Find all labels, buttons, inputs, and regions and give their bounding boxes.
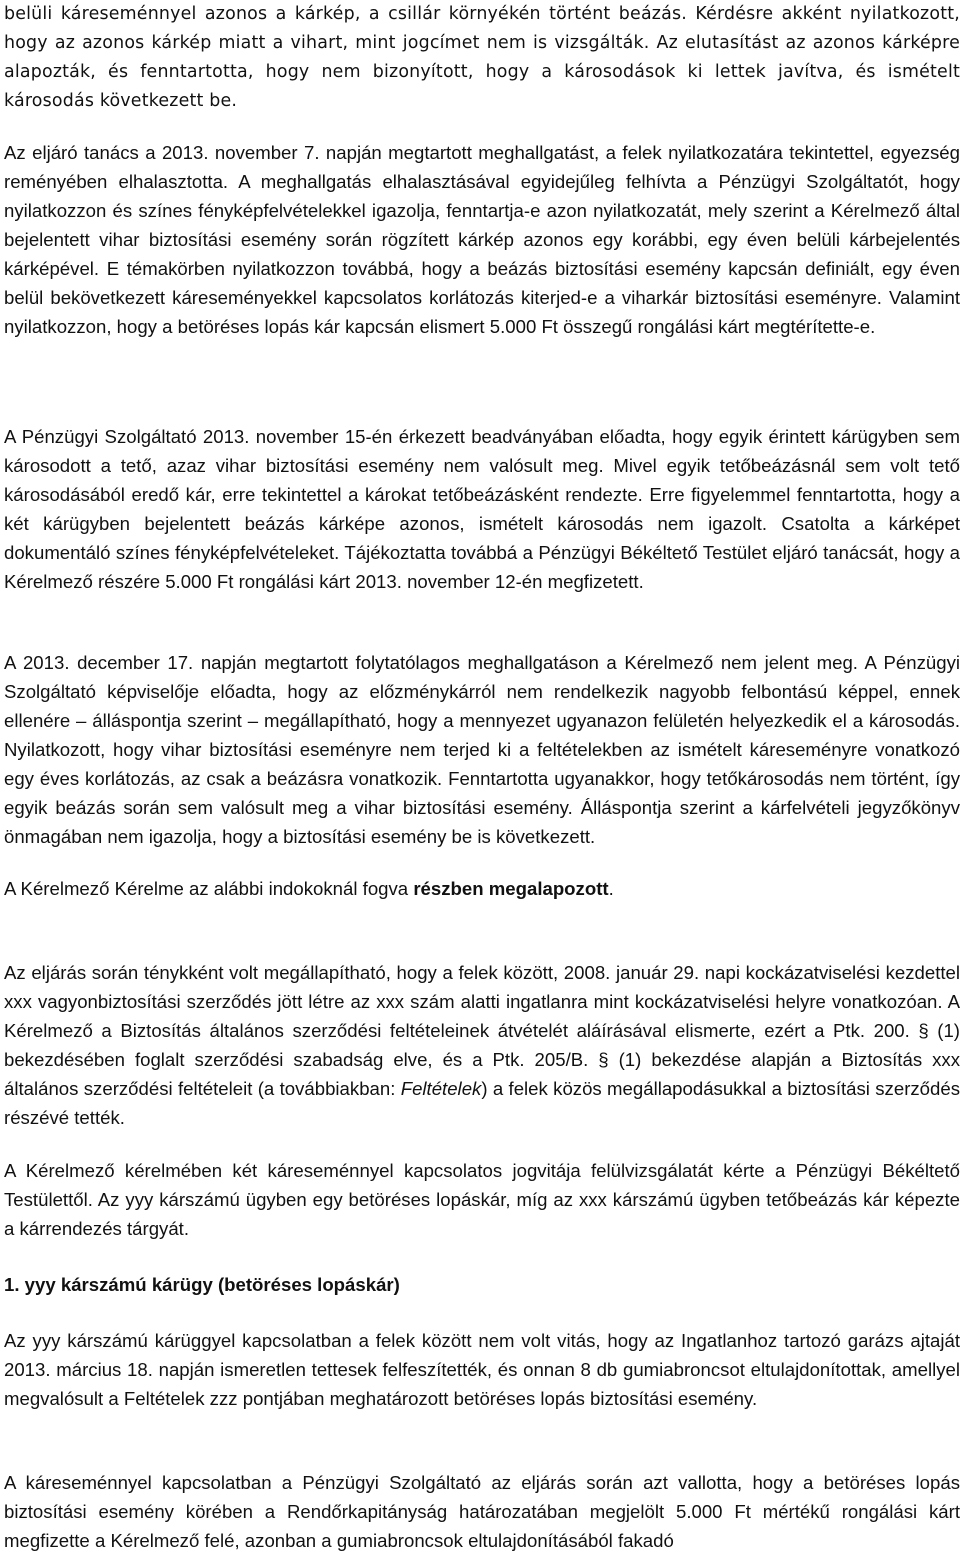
paragraph-claims-overview: A Kérelmező kérelmében két káreseménnyel kapcsolatos jogvitája felülvizsgálatát kérte a Pénzügyi Békéltető Testülettől. Az yyy kárszámú ügyben egy betöréses lopáskár, míg az xxx kárszámú ügyben tetőbeázás kár képezte a kárrendezés tárgyát. xyxy=(4,1160,960,1239)
paragraph-theft-payment: A káreseménnyel kapcsolatban a Pénzügyi Szolgáltató az eljárás során azt vallotta, hogy a betöréses lopás biztosítási esemény körében a Rendőrkapitányság határozatában megjelölt 5.000 Ft mértékű rongálási kárt megfizette a Kérelmező felé, azonban a gumiabroncsok eltulajdonításából fakadó xyxy=(4,1472,960,1551)
paragraph-intro: belüli káreseménnyel azonos a kárkép, a csillár környékén történt beázás. Kérdésre akként nyilatkozott, hogy az azonos kárkép miatt a vihart, mint jogcímet nem is vizsgálták. Az elutasítást az azonos kárképre alapozták, és fenntartotta, hogy nem bizonyított, hogy a károsodások ki lettek javítva, és ismételt károsodás következett be. xyxy=(4,4,960,111)
paragraph-conclusion-text: A Kérelmező Kérelme az alábbi indokoknál fogva xyxy=(4,878,414,899)
paragraph-conclusion xyxy=(4,874,960,903)
paragraph-hearing-postponed-part2: A meghallgatás elhalasztásával egyidejűleg felhívta a Pénzügyi Szolgáltatót, hogy nyilatkozzon és színes fényképfelvételekkel igazolja, fenntartja-e azon nyilatkozatát, mely szerint a Kérelmező által bejelentett vihar biztosítási esemény során rögzített kárkép azonos egy korábbi, egy éven belüli kárbejelentés kárképével. E témakörben nyilatkozzon továbbá, hogy a beázás biztosítási esemény kapcsán definiált, egy éven belül bekövetkezett káreseményekkel kapcsolatos korlátozás kiterjed-e a viharkár biztosítási eseményre. Valamint nyilatkozzon, hogy a betöréses lopás kár kapcsán elismert 5.000 Ft összegű rongálási kárt megtérítette-e. xyxy=(4,171,960,337)
paragraph-conclusion-end: . xyxy=(608,878,614,899)
paragraph-contract-facts xyxy=(4,958,960,1132)
paragraph-contract-facts-end: ) a felek közös megállapodásukkal a biztosítási szerződés részévé tették. xyxy=(4,1078,960,1128)
paragraph-contract-facts-italic: Feltételek xyxy=(400,1078,482,1099)
paragraph-conclusion-bold: részben megalapozott xyxy=(413,878,609,899)
section-heading-1: 1. yyy kárszámú kárügy (betöréses lopáskár) xyxy=(4,1274,400,1295)
paragraph-hearing-postponed-part1: Az eljáró tanács a 2013. november 7. napján megtartott meghallgatást, a felek nyilatkozatára tekintettel, egyezség reményében elhalasztotta. xyxy=(4,142,960,192)
paragraph-continued-hearing: A 2013. december 17. napján megtartott folytatólagos meghallgatáson a Kérelmező nem jelent meg. A Pénzügyi Szolgáltató képviselője előadta, hogy az előzménykárról nem rendelkezik nagyobb felbontású képpel, ennek ellenére – álláspontja szerint – megállapítható, hogy a mennyezet ugyanazon felületén helyezkedik el a károsodás. Nyilatkozott, hogy vihar biztosítási eseményre nem terjed ki a feltételekben az ismételt káreseményre vonatkozó egy éves korlátozás, az csak a beázásra vonatkozik. Fenntartotta ugyanakkor, hogy tetőkárosodás nem történt, így egyik beázás során sem valósult meg a vihar biztosítási esemény. Álláspontja szerint a kárfelvételi jegyzőkönyv önmagában nem igazolja, hogy a biztosítási esemény be is következett. xyxy=(4,652,960,847)
paragraph-contract-facts-text: Az eljárás során ténykként volt megállapítható, hogy a felek között, 2008. január 29. napi kockázatviselési kezdettel xxx vagyonbiztosítási szerződés jött létre az xxx szám alatti ingatlanra mint kockázatviselési helyre vonatkozóan. A Kérelmező a Biztosítás általános szerződési feltételeinek átvételét aláírásával elismerte, ezért a Ptk. 200. § (1) bekezdésében foglalt szerződési szabadság elve, és a Ptk. 205/B. § (1) bekezdése alapján a Biztosítás xxx általános szerződési feltételeit (a továbbiakban: xyxy=(4,962,960,1099)
paragraph-insurer-submission: A Pénzügyi Szolgáltató 2013. november 15-én érkezett beadványában előadta, hogy egyik érintett kárügyben sem károsodott a tető, azaz vihar biztosítási esemény nem valósult meg. Mivel egyik tetőbeázásnál sem volt tető károsodásából eredő kár, erre tekintettel a károkat tetőbeázásként rendezte. Erre figyelemmel fenntartotta, hogy a két kárügyben bejelentett beázás kárképe azonos, ismételt károsodás nem igazolt. Csatolta a kárképet dokumentáló színes fényképfelvételeket. Tájékoztatta továbbá a Pénzügyi Békéltető Testület eljáró tanácsát, hogy a Kérelmező részére 5.000 Ft rongálási kárt 2013. november 12-én megfizetett. xyxy=(4,426,960,592)
paragraph-theft-claim: Az yyy kárszámú kárüggyel kapcsolatban a felek között nem volt vitás, hogy az Ingatlanhoz tartozó garázs ajtaját 2013. március 18. napján ismeretlen tettesek felfeszítették, és onnan 8 db gumiabroncsot eltulajdonítottak, amellyel megvalósult a Feltételek zzz pontjában meghatározott betöréses lopás biztosítási esemény. xyxy=(4,1330,960,1409)
paragraph-hearing-postponed xyxy=(4,138,960,341)
